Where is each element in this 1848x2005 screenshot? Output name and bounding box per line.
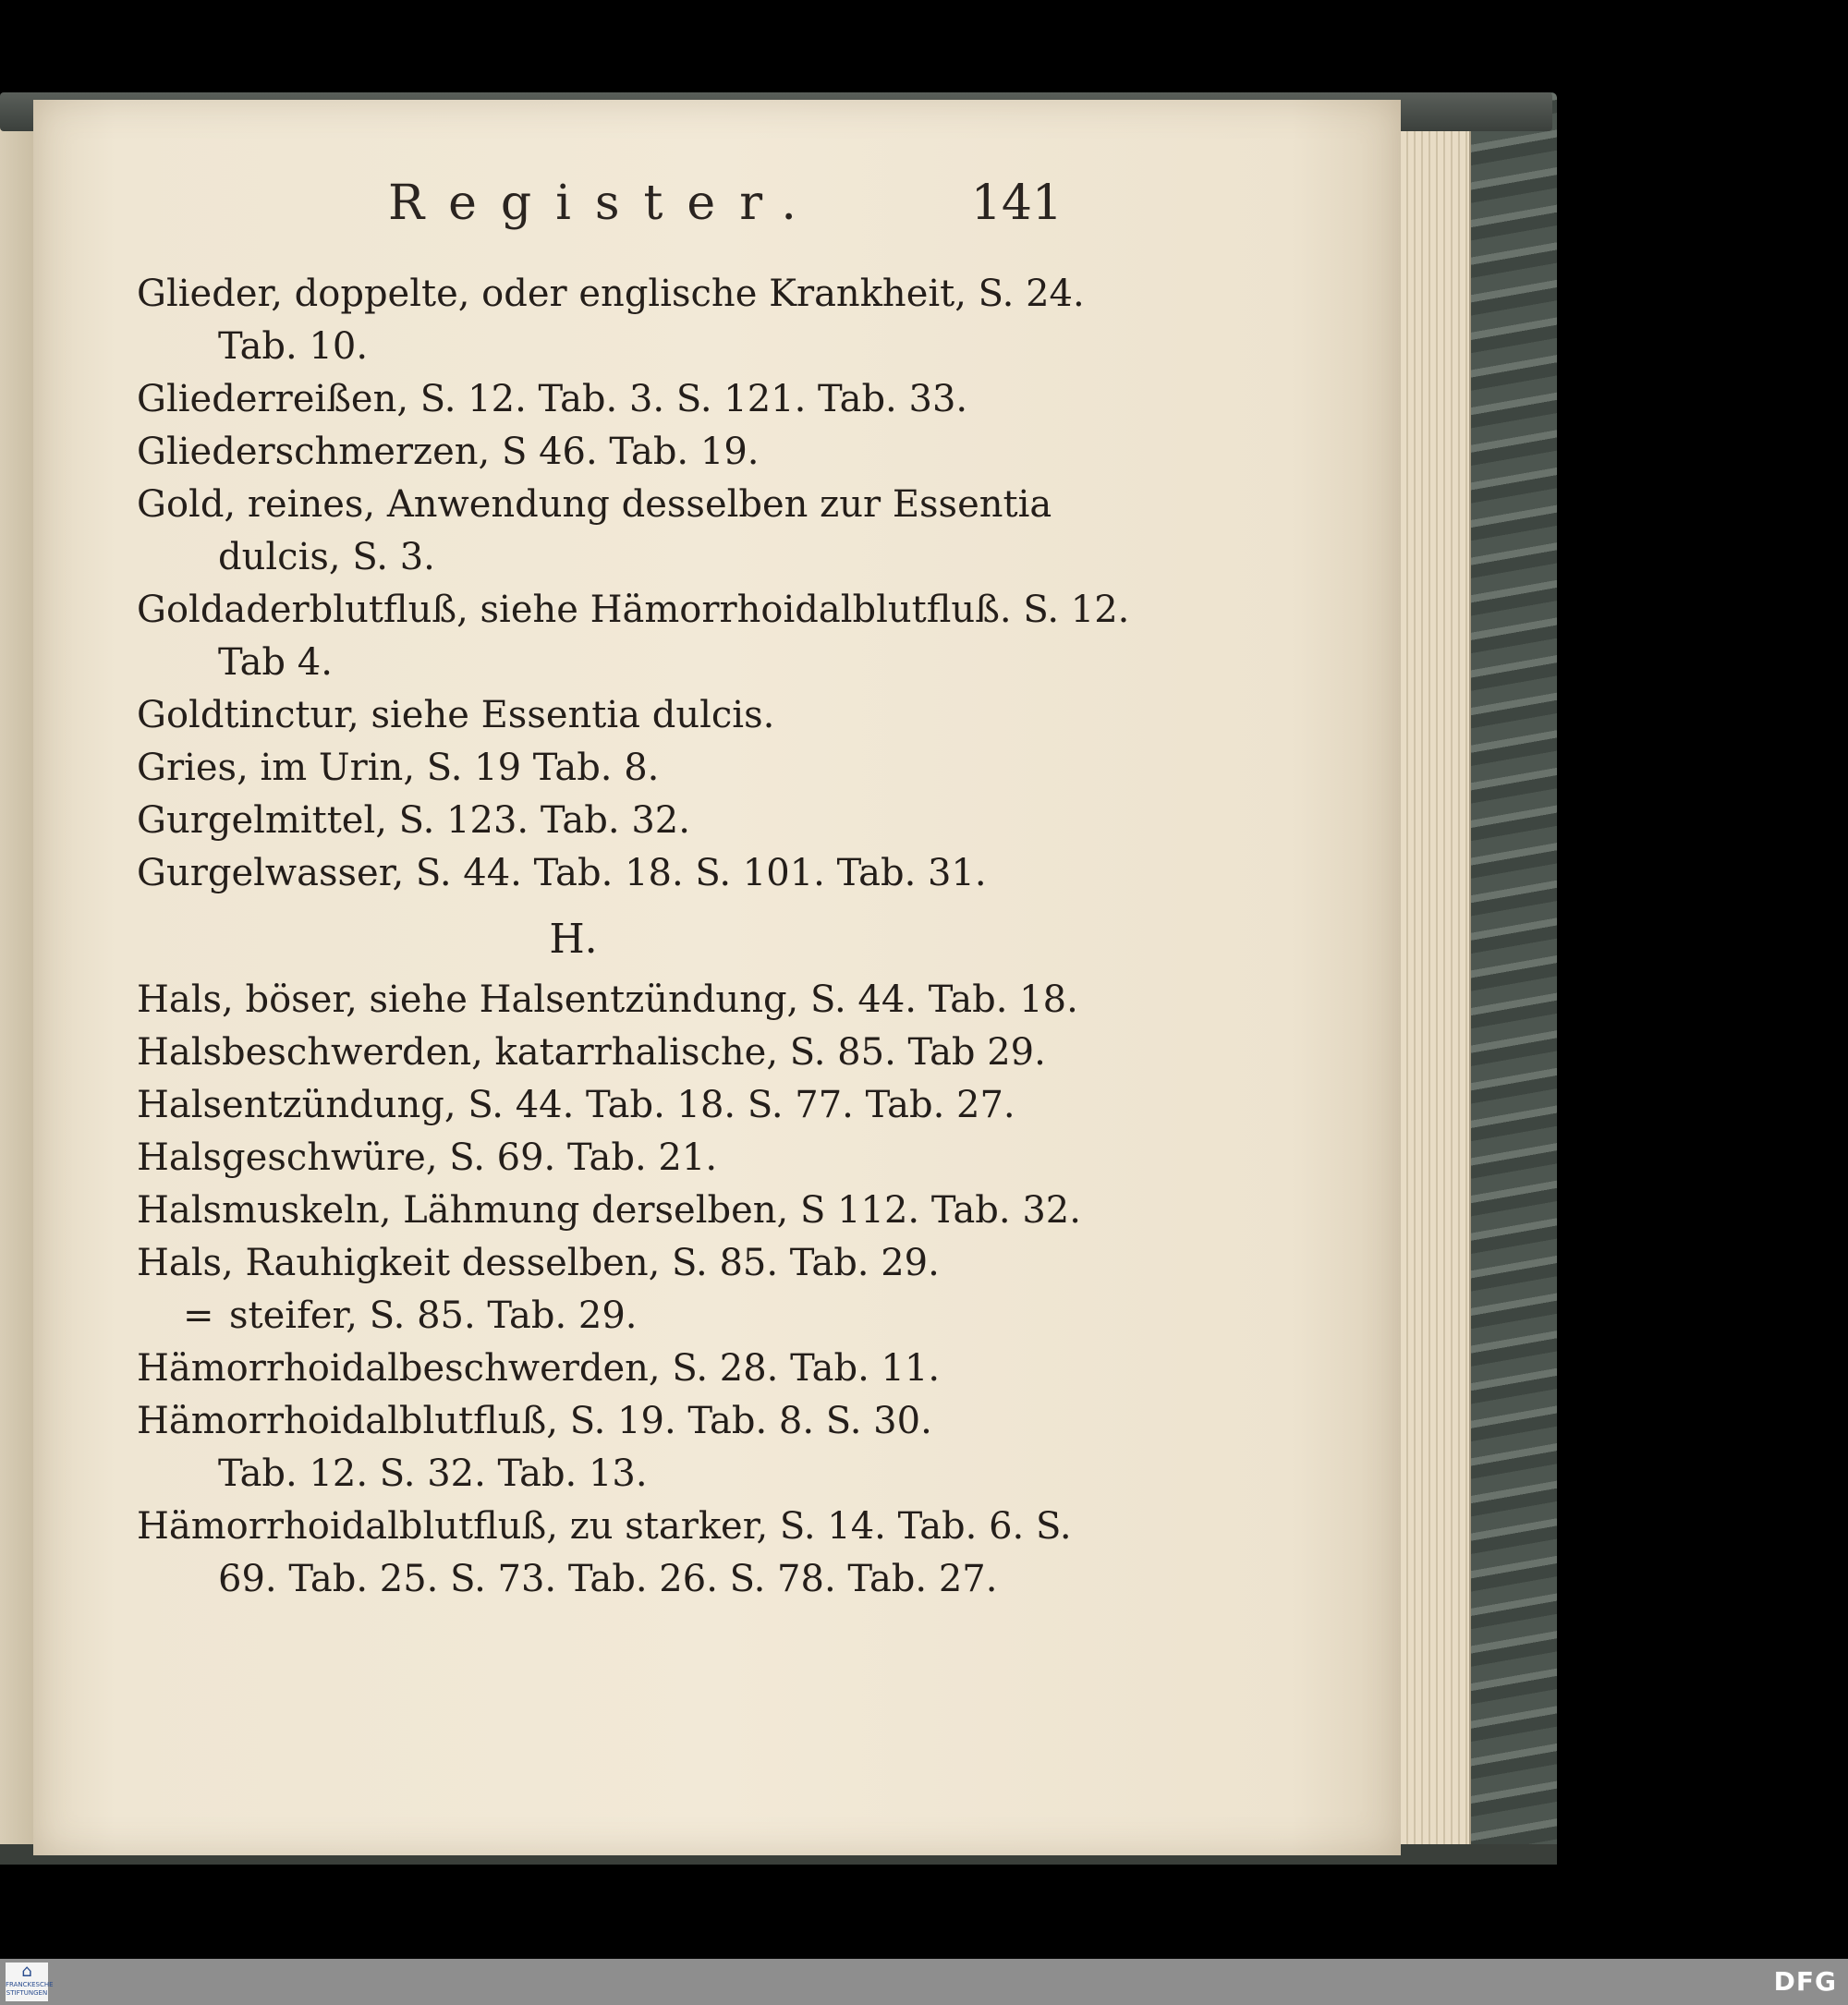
register-entry bbox=[137, 1132, 1075, 1185]
viewer-footer-bar bbox=[0, 1959, 1848, 2005]
entry-text: Goldtinctur, siehe Essentia dulcis. bbox=[137, 694, 775, 736]
entry-text: Gurgelmittel, S. 123. Tab. 32. bbox=[137, 799, 690, 842]
dfg-logo: DFG bbox=[1773, 1966, 1837, 1997]
register-entry bbox=[137, 426, 1075, 479]
entry-text: Gurgelwasser, S. 44. Tab. 18. S. 101. Tab. 31. bbox=[137, 852, 987, 894]
register-entry bbox=[137, 795, 1075, 847]
register-entry bbox=[137, 373, 1075, 426]
page-header bbox=[129, 176, 1063, 240]
register-entry bbox=[137, 268, 1085, 373]
entry-continuation: Tab 4. bbox=[218, 641, 333, 684]
entry-continuation: Tab. 12. S. 32. Tab. 13. bbox=[218, 1452, 648, 1495]
entry-text: steifer, S. 85. Tab. 29. bbox=[229, 1294, 638, 1337]
section-letter-h: H. bbox=[549, 916, 598, 963]
register-entry bbox=[137, 1395, 1075, 1501]
institution-logo bbox=[6, 1962, 54, 2001]
entry-text: Hämorrhoidalbeschwerden, S. 28. Tab. 11. bbox=[137, 1347, 941, 1390]
ditto-mark: = bbox=[183, 1294, 214, 1337]
entry-continuation: Tab. 10. bbox=[218, 325, 369, 368]
register-entry bbox=[137, 847, 1075, 900]
entry-text: Halsmuskeln, Lähmung derselben, S 112. Tab. 32. bbox=[137, 1189, 1081, 1232]
entry-continuation: dulcis, S. 3. bbox=[218, 536, 435, 578]
register-entry bbox=[137, 1343, 1075, 1395]
register-entry bbox=[137, 584, 1130, 689]
entry-text: Gliederschmerzen, S 46. Tab. 19. bbox=[137, 431, 760, 473]
entry-text: Hämorrhoidalblutfluß, zu starker, S. 14. Tab. 6. S. bbox=[137, 1505, 1072, 1548]
running-title: Register. bbox=[388, 176, 821, 231]
register-entry bbox=[137, 1237, 1075, 1290]
register-entry bbox=[137, 689, 1075, 742]
register-entry bbox=[137, 1290, 1075, 1343]
register-entry bbox=[137, 1185, 1081, 1237]
institution-logo-text: FRANCKESCHE STIFTUNGEN bbox=[6, 1981, 54, 1997]
entry-text: Halsgeschwüre, S. 69. Tab. 21. bbox=[137, 1136, 718, 1179]
entries-g-list bbox=[137, 268, 1130, 900]
book-cover-right bbox=[1460, 92, 1557, 1862]
entry-text: Glieder, doppelte, oder englische Krankheit, S. 24. bbox=[137, 273, 1085, 315]
entry-text: Hämorrhoidalblutfluß, S. 19. Tab. 8. S. 30. bbox=[137, 1400, 932, 1442]
entry-text: Goldaderblutfluß, siehe Hämorrhoidalblutfluß. S. 12. bbox=[137, 589, 1130, 631]
register-entry bbox=[137, 479, 1075, 584]
entry-text: Gold, reines, Anwendung desselben zur Essentia bbox=[137, 483, 1052, 526]
register-entries bbox=[137, 268, 1130, 1606]
entries-h-list bbox=[137, 974, 1081, 1606]
register-entry bbox=[137, 974, 1078, 1027]
entry-text: Hals, Rauhigkeit desselben, S. 85. Tab. 29. bbox=[137, 1242, 940, 1284]
entry-continuation: 69. Tab. 25. S. 73. Tab. 26. S. 78. Tab. 27. bbox=[218, 1558, 998, 1600]
register-entry bbox=[137, 1079, 1075, 1132]
entry-text: Gries, im Urin, S. 19 Tab. 8. bbox=[137, 747, 660, 789]
entry-text: Halsentzündung, S. 44. Tab. 18. S. 77. Tab. 27. bbox=[137, 1084, 1015, 1126]
logo-mark-icon: ⌂ bbox=[21, 1962, 32, 1981]
register-entry bbox=[137, 742, 1075, 795]
entry-text: Halsbeschwerden, katarrhalische, S. 85. Tab 29. bbox=[137, 1031, 1046, 1074]
page-number: 141 bbox=[970, 176, 1063, 231]
entry-text: Gliederreißen, S. 12. Tab. 3. S. 121. Tab. 33. bbox=[137, 378, 968, 420]
register-entry bbox=[137, 1027, 1075, 1079]
entry-text: Hals, böser, siehe Halsentzündung, S. 44. Tab. 18. bbox=[137, 978, 1078, 1021]
register-entry bbox=[137, 1501, 1075, 1606]
